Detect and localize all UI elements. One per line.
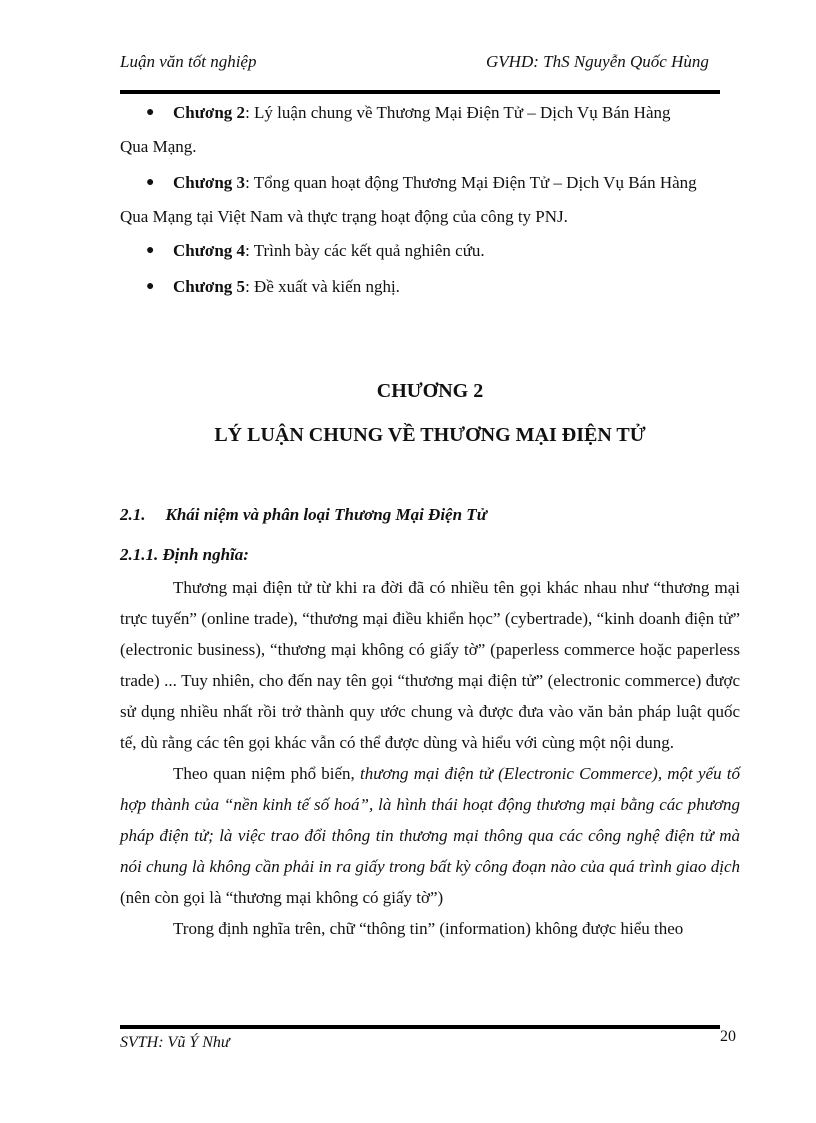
bullet-icon: ●: [146, 105, 155, 120]
paragraph-1: Thương mại điện tử từ khi ra đời đã có nhiều tên gọi khác nhau như “thương mại trực tuyến” (online trade), “thương mại điều khiển học” (cybertrade), “kinh doanh điện tử” (electronic business), “thương mại không có giấy tờ” (paperless commerce hoặc paperless trade) ... Tuy nhiên, cho đến nay tên gọi “thương mại điện tử” (electronic commerce) được sử dụng nhiều nhất rồi trở thành quy ước chung và được đưa vào văn bản pháp luật quốc tế, dù rằng các tên gọi khác vẫn có thể được dùng và hiểu với cùng một nội dung.: [120, 578, 740, 752]
section-title: Khái niệm và phân loại Thương Mại Điện Tử: [165, 505, 487, 524]
bullet-text: : Tổng quan hoạt động Thương Mại Điện Tử – Dịch Vụ Bán Hàng: [245, 173, 697, 192]
section-number: 2.1.: [120, 505, 146, 524]
chapter-title: LÝ LUẬN CHUNG VỀ THƯƠNG MẠI ĐIỆN TỬ: [214, 424, 646, 446]
paragraph-2-tail: (nên còn gọi là “thương mại không có giấy tờ”): [120, 888, 444, 907]
bullet-item: [120, 167, 740, 198]
bullet-bold: Chương 4: [173, 241, 246, 260]
footer-author: SVTH: Vũ Ý Như: [120, 1034, 230, 1051]
bullet-text: : Lý luận chung về Thương Mại Điện Tử – Dịch Vụ Bán Hàng: [245, 103, 671, 122]
chapter-number: CHƯƠNG 2: [376, 380, 484, 402]
section-heading: [120, 505, 487, 525]
paragraph-2-lead: Theo quan niệm phổ biến,: [173, 764, 360, 783]
paragraph-2-definition: thương mại điện tử (Electronic Commerce), một yếu tố hợp thành của “nền kinh tế số hoá”, là hình thái hoạt động thương mại bằng các phương pháp điện tử; là việc trao đổi thông tin thương mại thông qua các công nghệ điện tử mà nói chung là không cần phải in ra giấy trong bất kỳ công đoạn nào của quá trình giao dịch: [120, 764, 740, 876]
bullet-item: [120, 235, 740, 266]
bullet-continuation: Qua Mạng tại Việt Nam và thực trạng hoạt động của công ty PNJ.: [120, 207, 568, 226]
subsection-heading: 2.1.1. Định nghĩa:: [120, 545, 249, 564]
bullet-item: [120, 271, 740, 302]
bullet-bold: Chương 3: [173, 173, 246, 192]
bullet-bold: Chương 2: [173, 103, 246, 122]
paragraph-2: [120, 758, 740, 913]
bullet-icon: ●: [146, 243, 155, 258]
paragraph-body: [120, 572, 740, 944]
footer-rule: [120, 1025, 720, 1029]
page-number: 20: [720, 1028, 736, 1045]
bullet-text: : Trình bày các kết quả nghiên cứu.: [245, 241, 485, 260]
header-left: Luận văn tốt nghiệp: [120, 52, 257, 71]
bullet-continuation: Qua Mạng.: [120, 137, 197, 156]
bullet-item: [120, 97, 740, 128]
header-right: GVHD: ThS Nguyễn Quốc Hùng: [486, 52, 709, 71]
paragraph-3: Trong định nghĩa trên, chữ “thông tin” (information) không được hiểu theo: [173, 919, 684, 938]
bullet-icon: ●: [146, 175, 155, 190]
header-rule: [120, 90, 720, 94]
bullet-icon: ●: [146, 279, 155, 294]
bullet-bold: Chương 5: [173, 277, 246, 296]
bullet-text: : Đề xuất và kiến nghị.: [245, 277, 400, 296]
